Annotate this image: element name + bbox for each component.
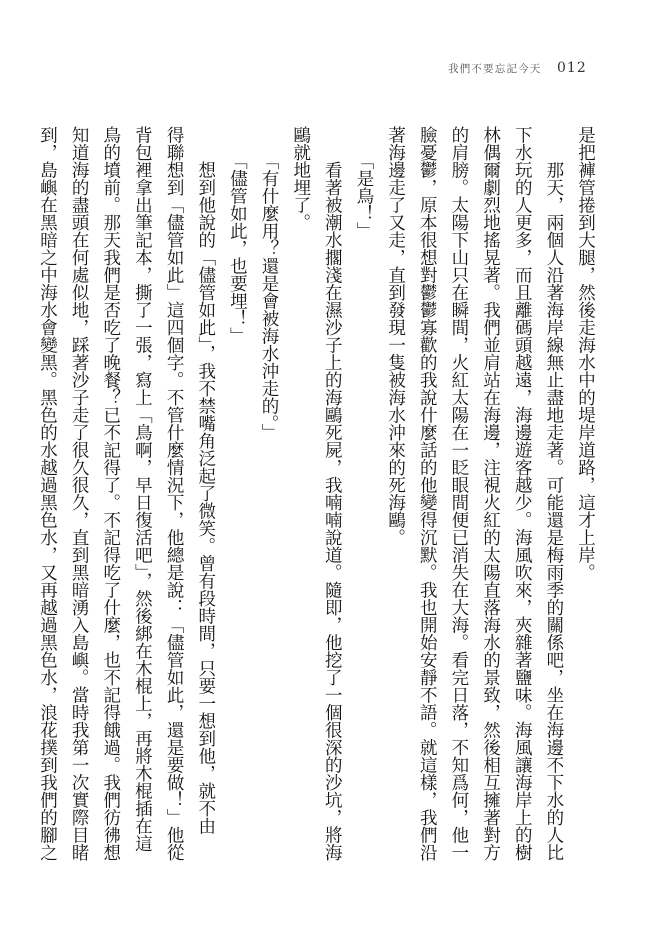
text-line: 臉憂鬱，原本很想對鬱鬱寡歡的我說什麼話的他變得沉默。我也開始安靜不語。就這樣，我們沿 bbox=[417, 126, 438, 861]
text-line: 知道海的盡頭在何處似地，踩著沙子走了很久很久，直到黑暗湧入島嶼。當時我第一次實際目睹 bbox=[69, 126, 90, 861]
text-line: 「是鳥！」 bbox=[354, 126, 374, 240]
text-line: 背包裡拿出筆記本，撕了一張，寫上「鳥啊，早日復活吧」，然後綁在木棍上，再將木棍插在這 bbox=[132, 126, 153, 853]
text-line: 鷗就地埋了。 bbox=[290, 126, 311, 231]
running-header-title: 我們不要忘記今天 bbox=[448, 63, 542, 75]
text-line: 「儘管如此，也要埋！」 bbox=[227, 126, 248, 345]
text-line: 到，島嶼在黑暗之中海水會變黑。黑色的水越過黑色水，又再越過黑色水，浪花撲到我們的腳之 bbox=[37, 126, 58, 861]
text-line: 下水玩的人更多，而且離碼頭越遠，海邊遊客越少。海風吹來，夾雜著鹽味。海風讓海岸上的樹 bbox=[512, 126, 533, 861]
text-line: 是把褲管捲到大腿，然後走海水中的堤岸道路，這才上岸。 bbox=[575, 126, 596, 581]
text-line: 的肩膀。太陽下山只在瞬間，火紅太陽在一眨眼間便已消失在大海。看完日落，不知爲何，他一 bbox=[448, 126, 469, 861]
page-number: 012 bbox=[557, 60, 587, 76]
text-line: 看著被潮水擱淺在濕沙子上的海鷗死屍，我喃喃說道。隨即，他挖了一個很深的沙坑，將海 bbox=[322, 126, 343, 861]
text-line: 想到他說的「儘管如此」，我不禁嘴角泛起了微笑。曾有段時間，只要一想到他，就不由 bbox=[195, 126, 216, 835]
text-line: 「有什麼用？還是會被海水沖走的。」 bbox=[259, 126, 279, 441]
text-line: 林偶爾劇烈地搖晃著。我們並肩站在海邊，注視火紅的太陽直落海水的景致，然後相互擁著對方 bbox=[480, 126, 501, 861]
text-line: 著海邊走了又走，直到發現一隻被海水沖來的死海鷗。 bbox=[385, 126, 406, 546]
text-line: 那天，兩個人沿著海岸線無止盡地走著。可能還是梅雨季的關係吧，坐在海邊不下水的人比 bbox=[543, 126, 564, 861]
text-line: 鳥的墳前。那天我們是否吃了晚餐？已不記得了。不記得吃了什麼，也不記得餓過。我們彷彿想 bbox=[100, 126, 121, 861]
text-line: 得聯想到「儘管如此」這四個字。不管什麼情況下，他總是說：「儘管如此，還是要做！」他從 bbox=[164, 126, 185, 861]
